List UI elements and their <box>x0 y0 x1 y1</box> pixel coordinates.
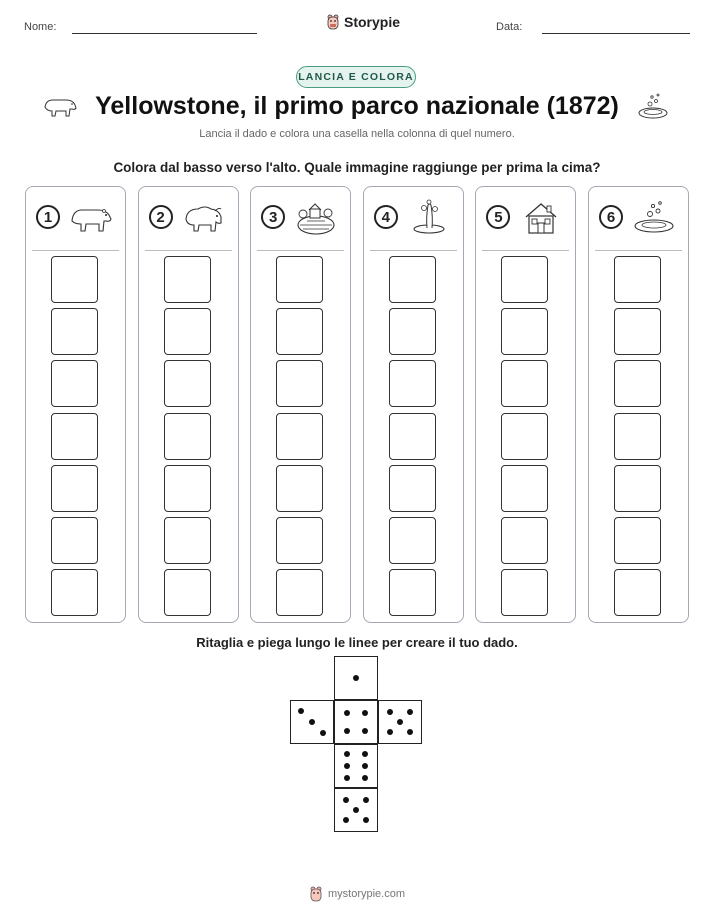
color-box[interactable] <box>389 413 436 460</box>
race-column-4 <box>363 186 464 623</box>
color-box[interactable] <box>389 308 436 355</box>
race-column-6 <box>588 186 689 623</box>
dice-net <box>290 656 425 836</box>
column-number: 6 <box>599 205 623 229</box>
color-box[interactable] <box>389 360 436 407</box>
column-divider <box>370 250 457 251</box>
dice-face-4 <box>334 700 378 744</box>
hot-spring-icon <box>631 199 677 235</box>
color-box[interactable] <box>164 569 211 616</box>
color-box[interactable] <box>614 413 661 460</box>
bison-icon <box>181 199 227 235</box>
color-box[interactable] <box>389 465 436 512</box>
geyser-icon <box>406 199 452 235</box>
color-box[interactable] <box>501 256 548 303</box>
color-box[interactable] <box>614 569 661 616</box>
color-box[interactable] <box>614 465 661 512</box>
dice-instruction: Ritaglia e piega lungo le linee per creare il tuo dado. <box>196 635 518 650</box>
column-number: 2 <box>149 205 173 229</box>
date-line[interactable] <box>542 33 690 34</box>
footer <box>0 886 714 902</box>
storypie-mascot-icon <box>326 14 340 30</box>
column-divider <box>145 250 232 251</box>
dice-face-5 <box>378 700 422 744</box>
dice-pip <box>344 728 350 734</box>
color-box[interactable] <box>51 413 98 460</box>
color-box[interactable] <box>614 256 661 303</box>
footer-url: mystorypie.com <box>327 888 406 900</box>
column-number: 3 <box>261 205 285 229</box>
dice-pip <box>397 719 403 725</box>
hot-spring-icon <box>636 92 670 120</box>
color-box[interactable] <box>501 308 548 355</box>
color-box[interactable] <box>164 256 211 303</box>
dice-pip <box>344 775 350 781</box>
color-box[interactable] <box>51 308 98 355</box>
color-box[interactable] <box>389 256 436 303</box>
dice-pip <box>343 817 349 823</box>
color-box[interactable] <box>501 465 548 512</box>
column-number: 4 <box>374 205 398 229</box>
dice-pip <box>362 751 368 757</box>
color-box[interactable] <box>51 517 98 564</box>
color-box[interactable] <box>614 308 661 355</box>
color-box[interactable] <box>614 360 661 407</box>
column-divider <box>32 250 119 251</box>
color-box[interactable] <box>164 360 211 407</box>
activity-badge: LANCIA E COLORA <box>296 66 416 88</box>
color-box[interactable] <box>276 569 323 616</box>
dice-face-6 <box>334 744 378 788</box>
dice-pip <box>362 775 368 781</box>
color-box[interactable] <box>501 413 548 460</box>
color-box[interactable] <box>501 517 548 564</box>
column-divider <box>482 250 569 251</box>
color-box[interactable] <box>164 308 211 355</box>
color-box[interactable] <box>614 517 661 564</box>
dice-pip <box>363 797 369 803</box>
dice-pip <box>407 709 413 715</box>
dice-pip <box>344 710 350 716</box>
dice-pip <box>387 729 393 735</box>
dice-face-5 <box>334 788 378 832</box>
dice-face-3 <box>290 700 334 744</box>
race-column-2 <box>138 186 239 623</box>
dice-pip <box>298 708 304 714</box>
color-box[interactable] <box>164 465 211 512</box>
column-number: 1 <box>36 205 60 229</box>
color-box[interactable] <box>51 465 98 512</box>
dice-pip <box>362 763 368 769</box>
color-box[interactable] <box>276 465 323 512</box>
page-subtitle: Lancia il dado e colora una casella nella colonna di quel numero. <box>199 128 515 140</box>
dice-pip <box>407 729 413 735</box>
color-box[interactable] <box>164 413 211 460</box>
color-box[interactable] <box>164 517 211 564</box>
race-column-5 <box>475 186 576 623</box>
color-box[interactable] <box>501 360 548 407</box>
color-box[interactable] <box>51 256 98 303</box>
dice-pip <box>353 675 359 681</box>
bear-icon <box>68 199 114 235</box>
color-box[interactable] <box>501 569 548 616</box>
color-box[interactable] <box>276 256 323 303</box>
color-box[interactable] <box>51 569 98 616</box>
color-box[interactable] <box>276 360 323 407</box>
page-title: Yellowstone, il primo parco nazionale (1872) <box>95 92 619 120</box>
column-divider <box>257 250 344 251</box>
dice-face-1 <box>334 656 378 700</box>
color-box[interactable] <box>276 413 323 460</box>
dice-pip <box>387 709 393 715</box>
color-box[interactable] <box>389 517 436 564</box>
brand-logo <box>326 14 400 30</box>
brand-name: Storypie <box>344 14 401 30</box>
dice-pip <box>343 797 349 803</box>
coloring-instruction: Colora dal basso verso l'alto. Quale immagine raggiunge per prima la cima? <box>113 160 601 175</box>
dice-pip <box>309 719 315 725</box>
dice-pip <box>320 730 326 736</box>
color-box[interactable] <box>389 569 436 616</box>
race-column-3 <box>250 186 351 623</box>
race-column-1 <box>25 186 126 623</box>
dice-pip <box>363 817 369 823</box>
farm-landscape-icon <box>293 199 339 235</box>
column-divider <box>595 250 682 251</box>
dice-pip <box>344 751 350 757</box>
name-label: Nome: <box>24 21 57 33</box>
color-box[interactable] <box>276 308 323 355</box>
dice-pip <box>344 763 350 769</box>
dice-pip <box>362 710 368 716</box>
color-box[interactable] <box>276 517 323 564</box>
house-icon <box>518 199 564 235</box>
date-label: Data: <box>496 21 523 33</box>
column-number: 5 <box>486 205 510 229</box>
color-box[interactable] <box>51 360 98 407</box>
storypie-mascot-icon <box>309 886 323 902</box>
name-line[interactable] <box>72 33 257 34</box>
dice-pip <box>362 728 368 734</box>
dice-pip <box>353 807 359 813</box>
